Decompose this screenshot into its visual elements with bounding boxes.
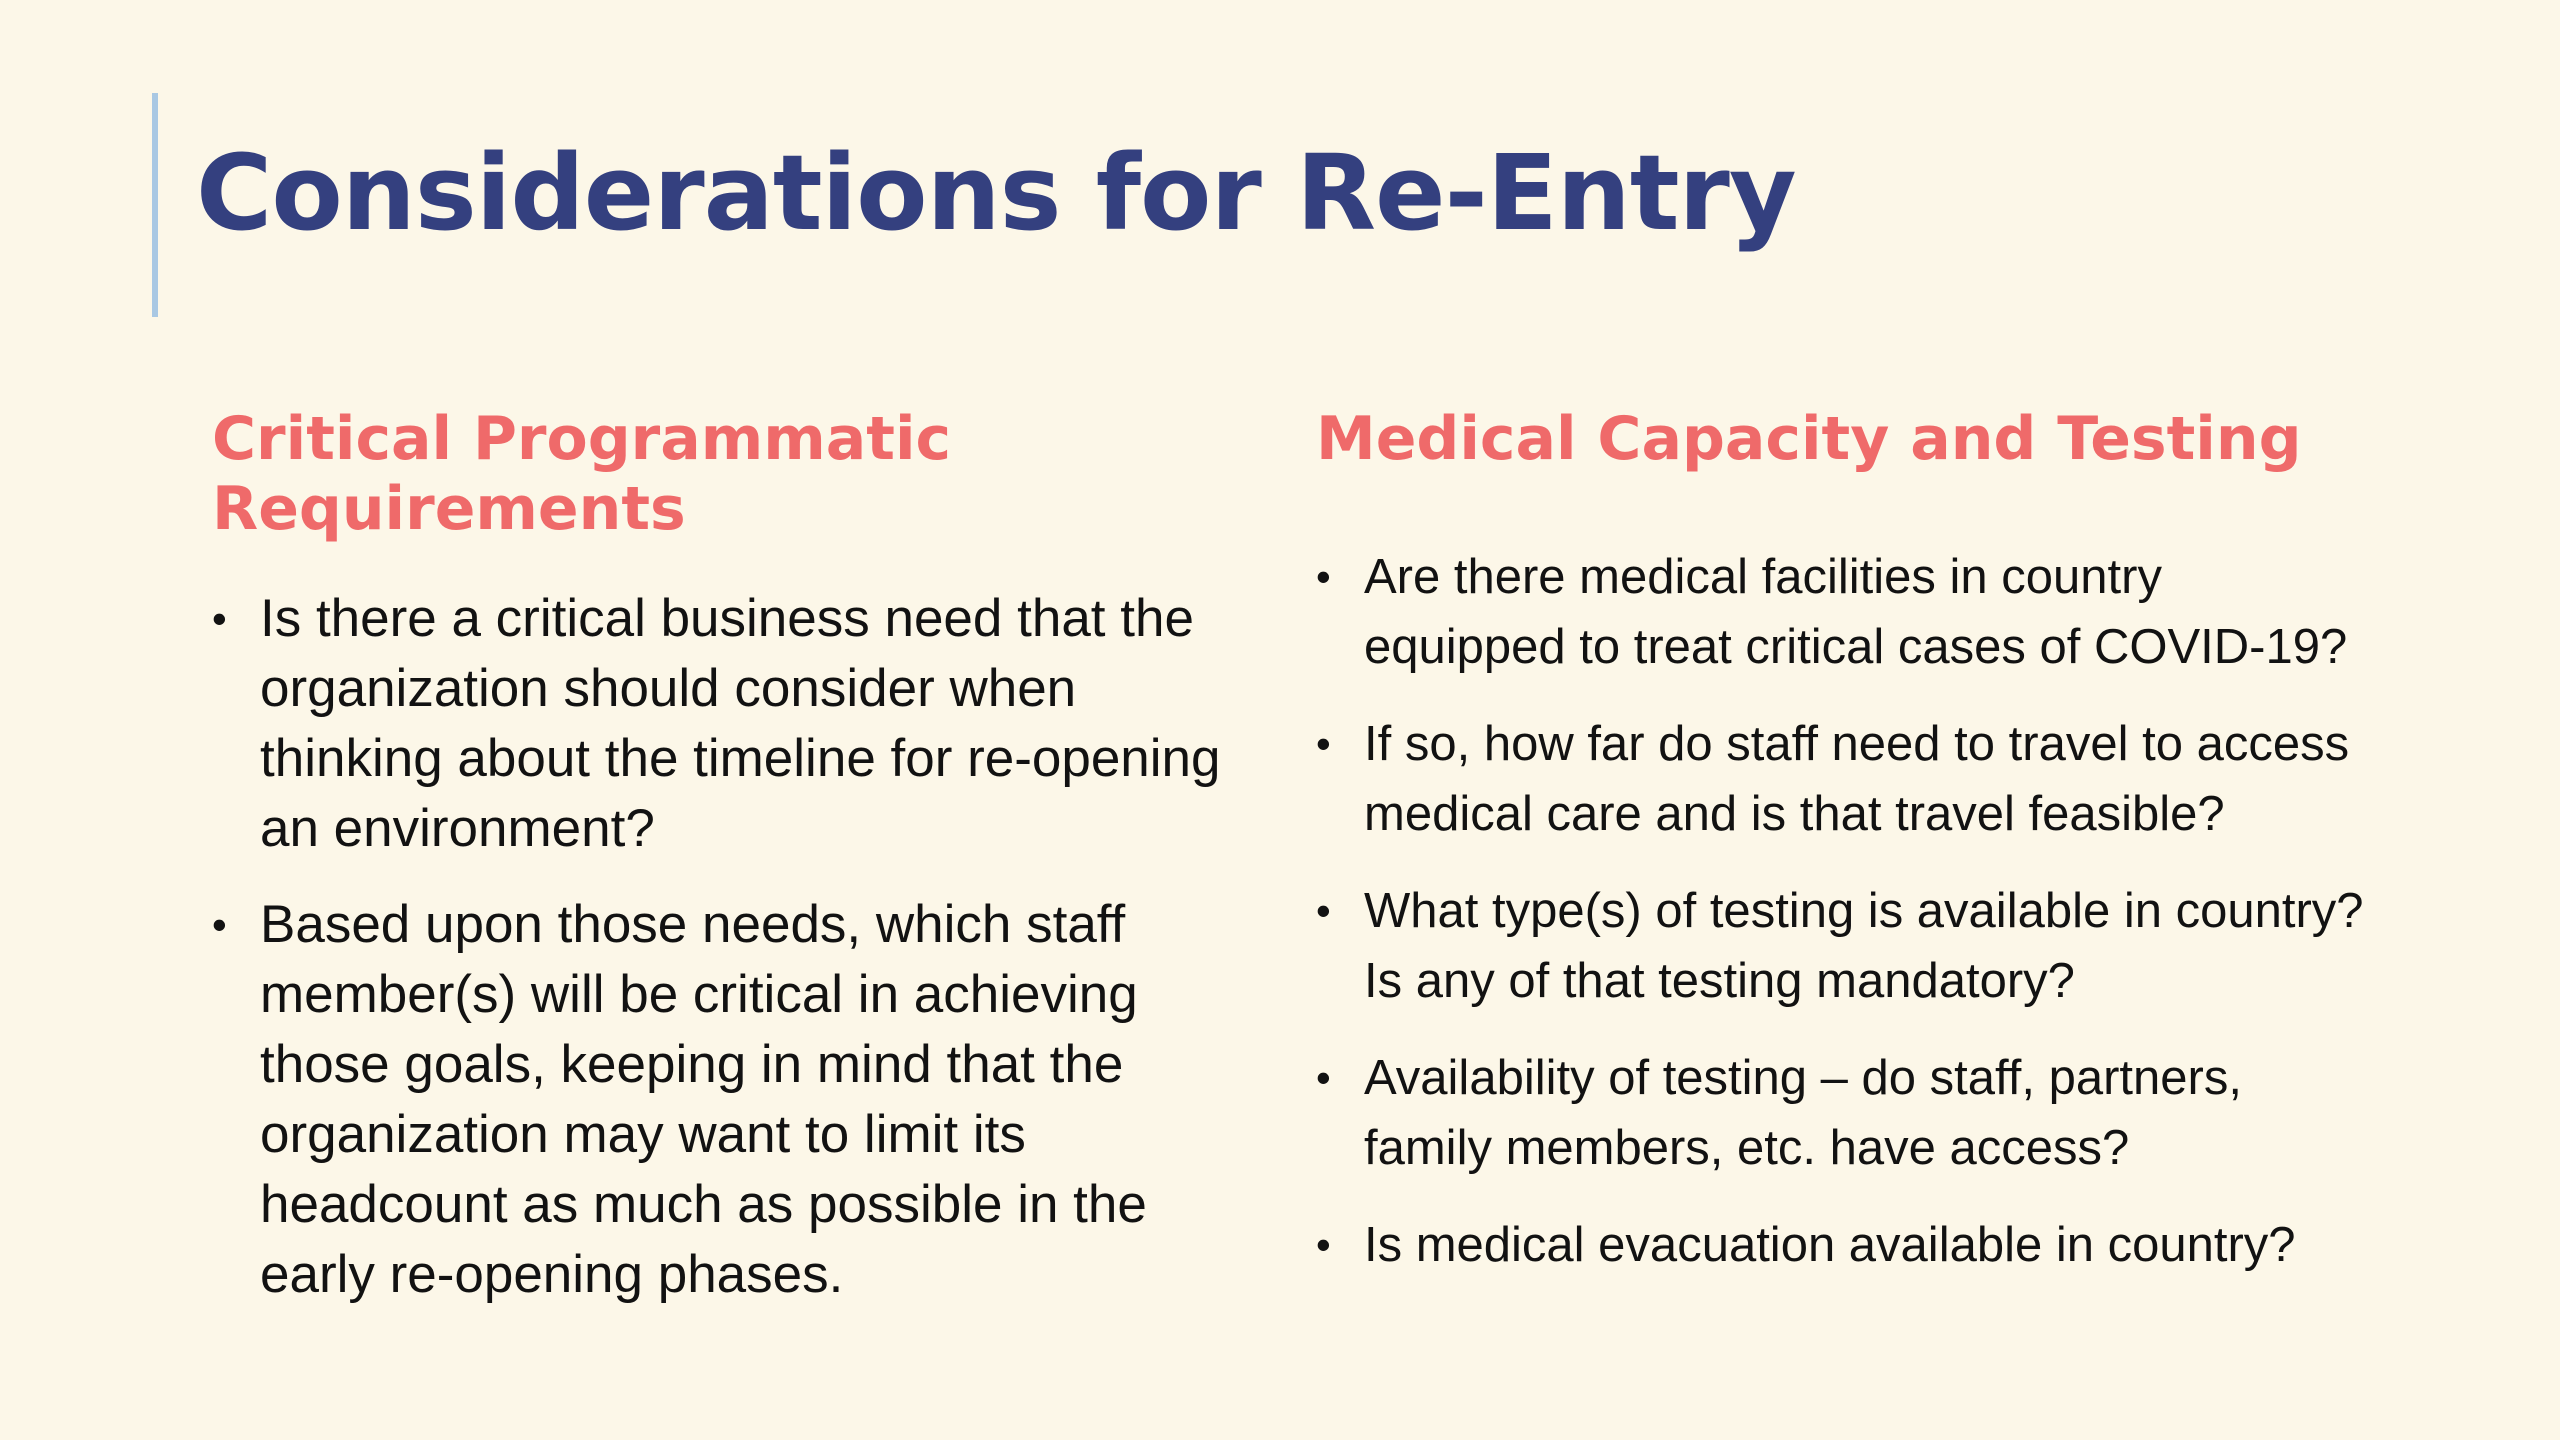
bullet-text-line: Is any of that testing mandatory? — [1364, 954, 2075, 1008]
bullet-text-line: What type(s) of testing is available in country? — [1364, 884, 2364, 938]
left-bullet-item — [212, 890, 1272, 1310]
bullet-dot-icon: • — [212, 595, 227, 642]
bullet-text-line: Is medical evacuation available in country? — [1364, 1218, 2296, 1272]
bullet-dot-icon: • — [1316, 553, 1331, 600]
left-column — [212, 404, 1272, 1336]
left-bullet-item — [212, 584, 1272, 864]
bullet-text-line: Are there medical facilities in country — [1364, 550, 2162, 604]
right-column-heading: Medical Capacity and Testing — [1316, 404, 2302, 474]
bullet-text-line: equipped to treat critical cases of COVID-19? — [1364, 620, 2348, 674]
right-bullet-item — [1316, 1043, 2506, 1183]
bullet-text: Is there a critical business need that the organization should consider when thinking about the timeline for re-opening an environment? — [260, 589, 1221, 858]
bullet-text-line: family members, etc. have access? — [1364, 1121, 2130, 1175]
bullet-dot-icon: • — [212, 901, 227, 948]
bullet-text-line: If so, how far do staff need to travel to access — [1364, 717, 2350, 771]
bullet-text: Based upon those needs, which staff member(s) will be critical in achieving those goals, keeping in mind that the organization may want to limit its headcount as much as possible in the early re-opening phases. — [260, 895, 1147, 1304]
bullet-dot-icon: • — [1316, 1221, 1331, 1268]
slide-title: Considerations for Re-Entry — [196, 132, 1796, 254]
bullet-text-line: medical care and is that travel feasible? — [1364, 787, 2225, 841]
bullet-dot-icon: • — [1316, 887, 1331, 934]
title-accent-bar — [152, 93, 158, 317]
left-column-heading: Critical Programmatic Requirements — [212, 404, 952, 544]
left-bullet-list — [212, 584, 1272, 1310]
right-bullet-item — [1316, 542, 2506, 682]
right-bullet-item — [1316, 709, 2506, 849]
right-bullet-item — [1316, 876, 2506, 1016]
bullet-dot-icon: • — [1316, 1054, 1331, 1101]
bullet-dot-icon: • — [1316, 720, 1331, 767]
right-bullet-list — [1316, 542, 2506, 1280]
right-bullet-item — [1316, 1210, 2506, 1280]
right-column — [1316, 404, 2506, 1307]
bullet-text-line: Availability of testing – do staff, partners, — [1364, 1051, 2242, 1105]
